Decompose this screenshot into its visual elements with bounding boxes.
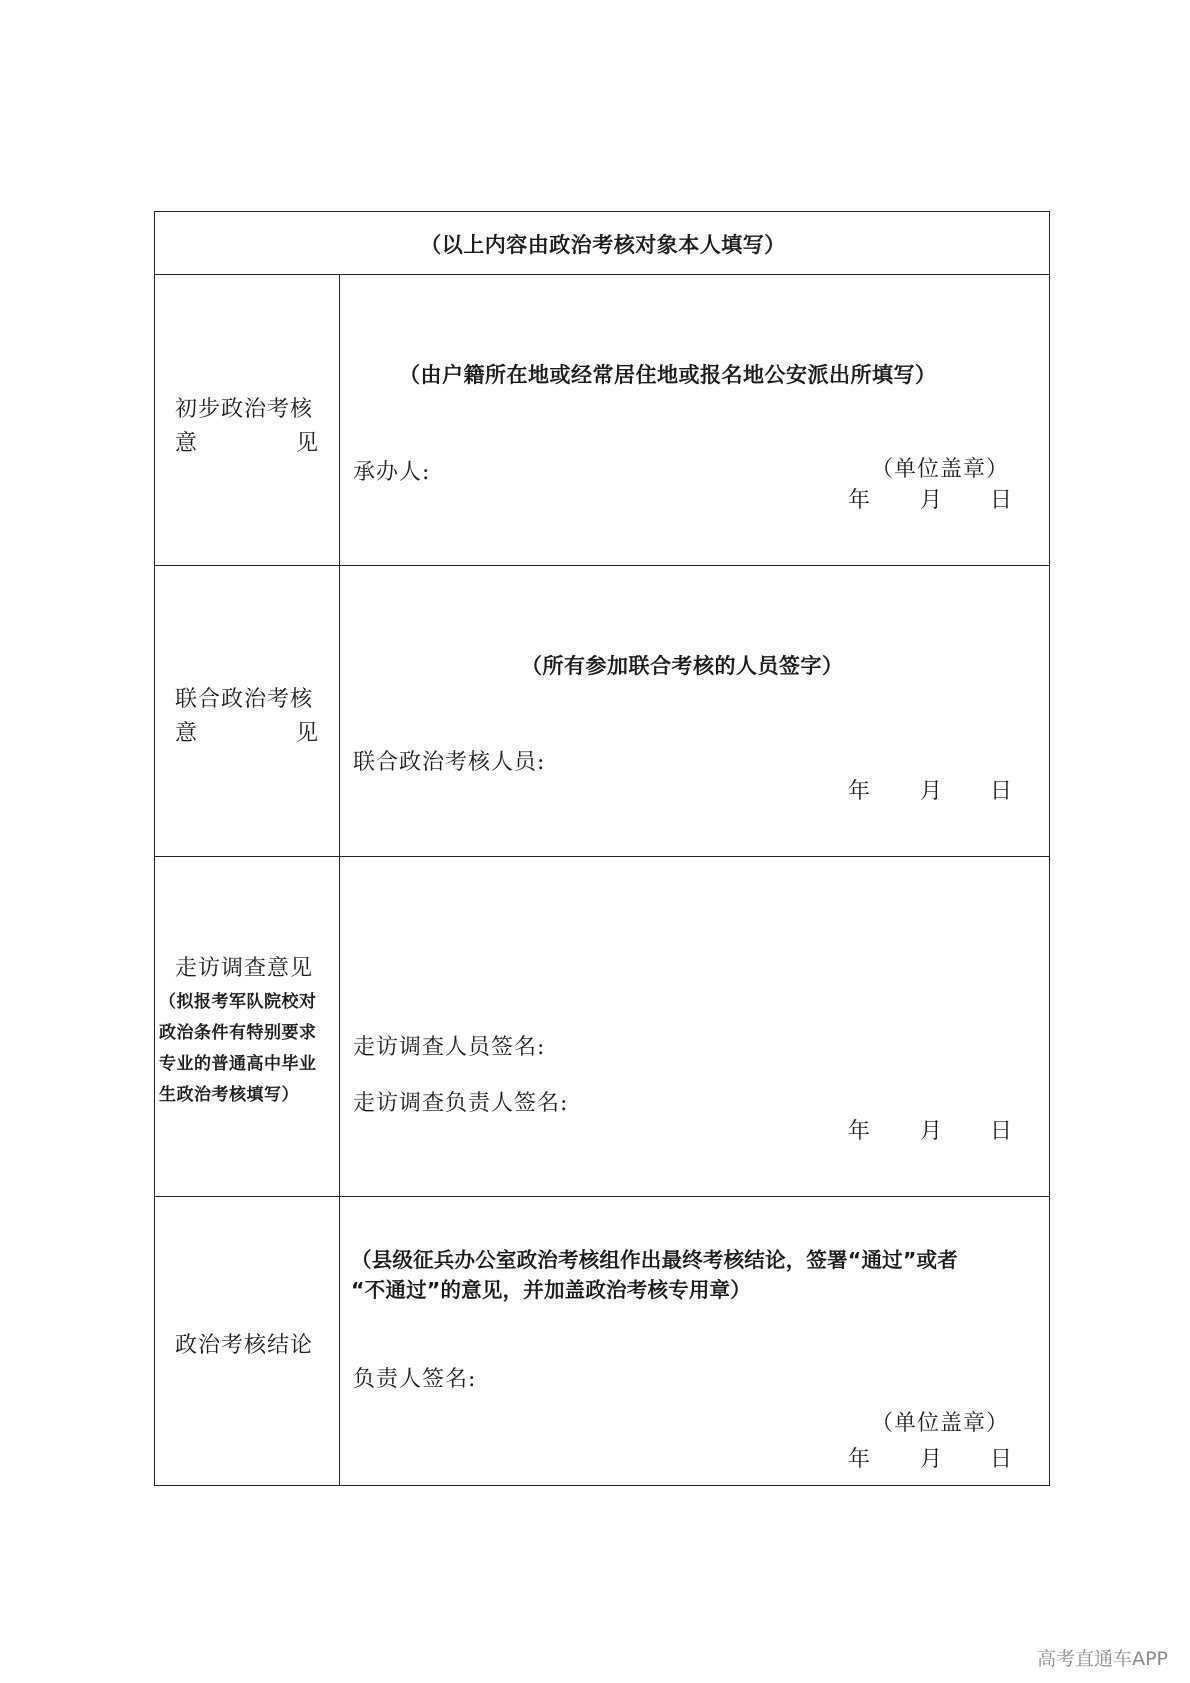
leader-sign-label: 走访调查负责人签名: [353, 1091, 569, 1116]
section-label-yi: 意 [175, 431, 199, 456]
date-month: 月 [920, 488, 944, 513]
staff-label: 联合政治考核人员: [353, 750, 546, 775]
column-divider [339, 274, 340, 1485]
section-label: 政治考核结论 [175, 1333, 314, 1358]
date-year: 年 [848, 1119, 872, 1144]
seal-label: （单位盖章） [871, 457, 1010, 482]
row-divider [155, 1196, 1049, 1197]
section-sublabel: 政治条件有特别要求 [159, 1023, 317, 1043]
section-label-yi: 意 [175, 721, 199, 746]
date-day: 日 [990, 1447, 1014, 1472]
instruction-note-line2: “不通过”的意见，并加盖政治考核专用章） [351, 1278, 751, 1302]
section-label-jian: 见 [296, 721, 320, 746]
staff-sign-label: 走访调查人员签名: [353, 1035, 546, 1060]
section-label-jian: 见 [296, 431, 320, 456]
row-divider [155, 274, 1049, 275]
date-month: 月 [920, 1119, 944, 1144]
header-note: （以上内容由政治考核对象本人填写） [420, 233, 786, 257]
section-sublabel: （拟报考军队院校对 [159, 992, 317, 1012]
section-sublabel: 生政治考核填写） [159, 1085, 299, 1105]
row-divider [155, 565, 1049, 566]
leader-sign-label: 负责人签名: [353, 1367, 477, 1392]
date-year: 年 [848, 488, 872, 513]
seal-label: （单位盖章） [871, 1411, 1010, 1436]
political-review-form [154, 211, 1050, 1486]
instruction-note-line1: （县级征兵办公室政治考核组作出最终考核结论，签署“通过”或者 [351, 1248, 958, 1272]
section-sublabel: 专业的普通高中毕业 [159, 1054, 317, 1074]
date-month: 月 [920, 1447, 944, 1472]
section-label: 走访调查意见 [175, 956, 314, 981]
instruction-note: （由户籍所在地或经常居住地或报名地公安派出所填写） [399, 363, 937, 387]
date-year: 年 [848, 1447, 872, 1472]
row-divider [155, 856, 1049, 857]
watermark: 高考直通车APP [1037, 1648, 1168, 1670]
instruction-note: （所有参加联合考核的人员签字） [521, 654, 844, 678]
section-label: 初步政治考核 [175, 397, 314, 422]
date-day: 日 [990, 1119, 1014, 1144]
date-day: 日 [990, 779, 1014, 804]
date-month: 月 [920, 779, 944, 804]
date-day: 日 [990, 488, 1014, 513]
section-label: 联合政治考核 [175, 687, 314, 712]
handler-label: 承办人: [353, 460, 431, 485]
date-year: 年 [848, 779, 872, 804]
